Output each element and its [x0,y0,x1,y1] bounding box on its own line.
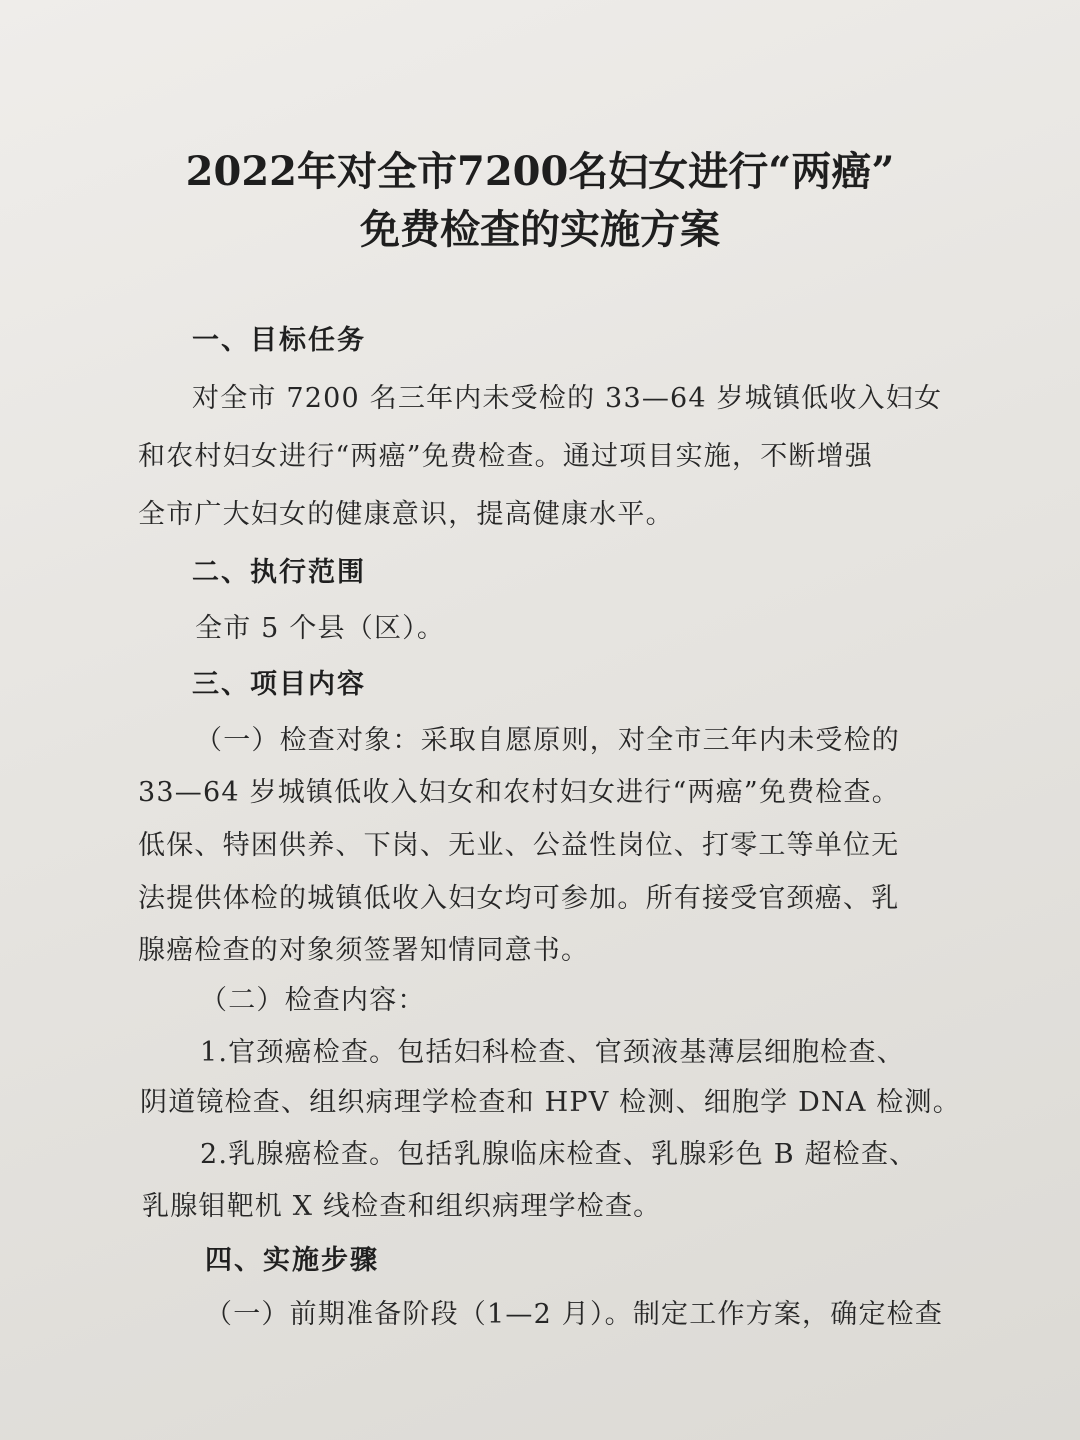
paragraph-line: 法提供体检的城镇低收入妇女均可参加。所有接受官颈癌、乳 [138,883,900,914]
paragraph-line: （一）前期准备阶段（1—2 月）。制定工作方案，确定检查 [205,1299,944,1330]
document-title-line-2: 免费检查的实施方案 [360,206,720,253]
paragraph-line: 低保、特困供养、下岗、无业、公益性岗位、打零工等单位无 [138,830,900,861]
paragraph-line: 对全市 7200 名三年内未受检的 33—64 岁城镇低收入妇女 [192,383,943,414]
paragraph-line: （一）检查对象：采取自愿原则，对全市三年内未受检的 [195,725,900,756]
section-heading-scope: 二、执行范围 [192,557,366,588]
paragraph-line: （二）检查内容： [200,985,426,1016]
document-title-line-1: 2022年对全市7200名妇女进行“两癌” [185,148,895,195]
paragraph-line: 1.官颈癌检查。包括妇科检查、官颈液基薄层细胞检查、 [200,1037,905,1068]
section-heading-steps: 四、实施步骤 [205,1245,379,1276]
paragraph-line: 乳腺钼靶机 X 线检查和组织病理学检查。 [142,1191,662,1222]
paragraph-line: 全市 5 个县（区）。 [195,613,446,644]
paragraph-line: 腺癌检查的对象须签署知情同意书。 [138,935,590,966]
paragraph-line: 阴道镜检查、组织病理学检查和 HPV 检测、细胞学 DNA 检测。 [140,1087,961,1118]
section-heading-content: 三、项目内容 [192,669,366,700]
paragraph-line: 全市广大妇女的健康意识，提高健康水平。 [138,499,674,530]
paragraph-line: 33—64 岁城镇低收入妇女和农村妇女进行“两癌”免费检查。 [138,777,900,808]
paragraph-line: 2.乳腺癌检查。包括乳腺临床检查、乳腺彩色 B 超检查、 [200,1139,918,1170]
section-heading-goals: 一、目标任务 [192,325,366,356]
paragraph-line: 和农村妇女进行“两癌”免费检查。通过项目实施，不断增强 [138,441,874,472]
